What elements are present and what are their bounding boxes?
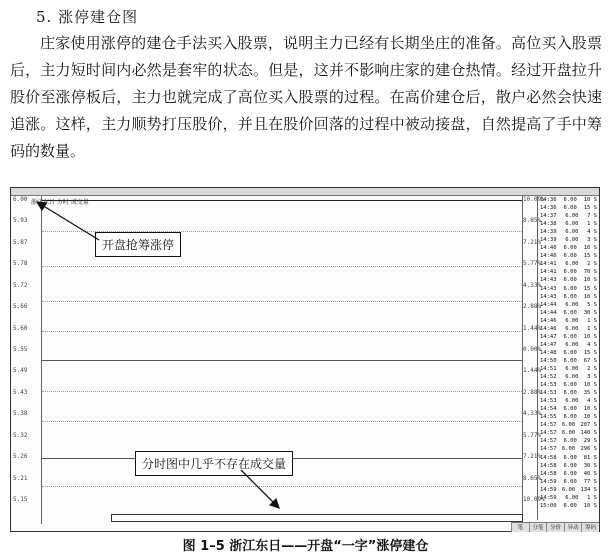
tick-time: 14:51 — [540, 365, 557, 372]
tick-row — [538, 260, 599, 268]
tick-volume: 2 S — [587, 365, 597, 372]
tick-time: 14:54 — [540, 406, 557, 413]
tick-time: 14:36 — [540, 205, 557, 212]
tick-price: 6.00 — [563, 382, 577, 389]
right-axis-tick: 8.85% — [523, 217, 542, 225]
tick-time: 14:59 — [540, 478, 557, 485]
tick-price: 6.00 — [565, 213, 579, 220]
right-axis-tick: 1.44% — [523, 324, 542, 332]
left-axis-tick: 5.87 — [13, 238, 28, 246]
tick-price: 6.00 — [565, 237, 579, 244]
tick-time: 14:57 — [540, 430, 557, 437]
tick-volume: 4 S — [587, 398, 597, 405]
tick-tabs — [511, 522, 599, 532]
left-axis-tick: 5.55 — [13, 346, 28, 353]
tick-volume: 1 S — [587, 221, 597, 228]
tick-price: 6.00 — [565, 325, 579, 332]
tick-volume: 2 S — [587, 261, 597, 268]
tick-row — [538, 502, 599, 510]
tick-row — [538, 228, 599, 236]
right-axis-tick: 1.44% — [523, 367, 542, 375]
tick-volume: 1 S — [587, 317, 597, 324]
tick-row — [538, 429, 599, 437]
tick-volume: 15 S — [583, 349, 597, 356]
tick-time: 14:59 — [540, 494, 557, 501]
tick-row — [538, 486, 599, 494]
tick-row — [538, 333, 599, 341]
right-axis-tick: 7.21% — [523, 453, 542, 461]
tick-price: 6.00 — [563, 285, 577, 292]
right-axis-tick: 10.09% — [523, 496, 545, 503]
tick-time: 14:41 — [540, 269, 557, 276]
tick-price: 6.00 — [563, 245, 577, 252]
tick-volume: 134 S — [580, 486, 597, 493]
tick-volume: 77 S — [583, 478, 597, 485]
figure-caption: 图 1–5 浙江东日——开盘“一字”涨停建仓 — [182, 539, 429, 554]
arrow-to-volume — [241, 470, 279, 508]
tick-volume: 10 S — [583, 333, 597, 340]
tick-price: 6.00 — [563, 406, 577, 413]
tick-volume: 207 S — [580, 422, 597, 429]
tick-volume: 30 S — [583, 309, 597, 316]
tick-time: 14:44 — [540, 301, 557, 308]
tick-row — [538, 462, 599, 470]
left-axis-tick: 5.49 — [13, 367, 28, 375]
tick-row — [538, 276, 599, 284]
tick-row — [538, 389, 599, 397]
tick-time: 14:50 — [540, 357, 557, 364]
tick-price: 6.00 — [565, 221, 579, 228]
tick-price: 6.00 — [563, 197, 577, 203]
tick-price: 6.00 — [565, 229, 579, 236]
tick-row — [538, 285, 599, 293]
tick-volume: 10 S — [583, 382, 597, 389]
right-axis-tick: 5.77% — [523, 431, 542, 439]
tick-price: 6.00 — [565, 365, 579, 372]
tick-time: 14:44 — [540, 309, 557, 316]
tick-time: 14:57 — [540, 422, 557, 429]
tick-price: 6.00 — [565, 261, 579, 268]
tick-time: 14:43 — [540, 277, 557, 284]
tick-price: 6.00 — [563, 309, 577, 316]
tick-time: 14:40 — [540, 245, 557, 252]
left-axis-tick: 5.32 — [13, 431, 28, 439]
tick-time: 14:58 — [540, 462, 557, 469]
right-axis-tick: 4.33% — [523, 281, 542, 289]
tick-row — [538, 341, 599, 349]
tick-row — [538, 413, 599, 421]
tick-volume: 70 S — [583, 269, 597, 276]
intraday-chart-figure — [10, 187, 600, 532]
tick-time: 14:57 — [540, 438, 557, 445]
tick-volume: 4 S — [587, 341, 597, 348]
tick-price: 6.00 — [563, 390, 577, 397]
right-axis-tick: 8.65% — [523, 474, 542, 482]
section-heading: 5. 涨停建仓图 — [36, 8, 139, 26]
tick-time: 14:36 — [540, 197, 557, 203]
tick-price: 6.00 — [561, 486, 576, 493]
tick-time: 14:39 — [540, 229, 557, 236]
right-axis-tick: 2.88% — [523, 388, 542, 396]
left-axis-tick: 5.60 — [13, 324, 28, 332]
tick-volume: 40 S — [583, 470, 597, 477]
tick-time: 14:52 — [540, 374, 557, 381]
tick-time: 14:55 — [540, 414, 557, 421]
tick-volume: 4 S — [587, 229, 597, 236]
left-axis-tick: 5.93 — [13, 217, 28, 225]
tick-price: 6.00 — [561, 430, 576, 437]
tick-tab[interactable]: 分笔 — [529, 523, 547, 532]
stock-tag: 浙江东日 分时 成交量 — [31, 199, 89, 206]
tick-price: 6.00 — [563, 478, 577, 485]
tick-time: 15:00 — [540, 502, 557, 509]
tick-volume: 5 S — [587, 301, 597, 308]
tick-row — [538, 494, 599, 502]
tick-time: 14:47 — [540, 341, 557, 348]
tick-row — [538, 365, 599, 373]
tick-time: 14:46 — [540, 325, 557, 332]
tick-price: 6.00 — [563, 349, 577, 356]
tick-price: 6.00 — [563, 277, 577, 284]
tick-row — [538, 244, 599, 252]
tick-row — [538, 397, 599, 405]
tick-price: 6.00 — [563, 205, 577, 212]
tick-price: 6.00 — [565, 317, 579, 324]
tick-volume: 1 S — [587, 494, 597, 501]
tick-row — [538, 317, 599, 325]
tick-volume: 67 S — [583, 357, 597, 364]
tick-time: 14:57 — [540, 446, 557, 453]
tick-price: 6.00 — [563, 454, 577, 461]
tick-row — [538, 325, 599, 333]
tick-row — [538, 357, 599, 365]
tick-volume: 15 S — [583, 285, 597, 292]
tick-row — [538, 309, 599, 317]
left-axis-tick: 5.72 — [13, 281, 28, 289]
tick-time: 14:41 — [540, 261, 557, 268]
tick-price: 6.00 — [563, 253, 577, 260]
tick-volume: 140 S — [580, 430, 597, 437]
tick-price: 6.00 — [563, 293, 577, 300]
left-axis-tick: 5.66 — [13, 303, 28, 311]
tick-row — [538, 437, 599, 445]
tick-volume: 10 S — [583, 293, 597, 300]
arrow-to-limit-up — [37, 202, 99, 240]
tick-row — [538, 252, 599, 260]
body-paragraph: 庄家使用涨停的建仓手法买入股票，说明主力已经有长期坐庄的准备。高位买入股票后，主力短时间内必然是套牢的状态。但是，这并不影响庄家的建仓热情。经过开盘拉升股价至涨停板后，主力也就完成了高位买入股票的过程。在高价建仓后，散户必然会快速追涨。这样，主力顺势打压股价，并且在股价回落的过程中被动接盘，自然提高了手中筹码的数量。 — [10, 34, 602, 160]
tick-price: 6.00 — [565, 494, 579, 501]
tick-tab[interactable]: 筹码 — [581, 523, 599, 532]
right-axis-tick: 4.33% — [523, 410, 542, 418]
callout-limit-up: 开盘抢筹涨停 — [95, 232, 181, 257]
tick-time: 14:48 — [540, 349, 557, 356]
tick-volume: 29 S — [583, 438, 597, 445]
tick-row — [538, 445, 599, 453]
tick-row — [538, 268, 599, 276]
left-axis-tick: 5.21 — [13, 474, 28, 482]
tick-row — [538, 196, 599, 204]
tick-list — [537, 196, 599, 520]
tick-tab[interactable]: 笔 — [511, 523, 529, 532]
tick-volume: 10 S — [583, 414, 597, 421]
tick-volume: 35 S — [583, 390, 597, 397]
tick-row — [538, 373, 599, 381]
tick-time: 14:43 — [540, 285, 557, 292]
tick-tab[interactable]: 异动 — [564, 523, 582, 532]
tick-time: 14:53 — [540, 382, 557, 389]
tick-price: 6.00 — [565, 301, 579, 308]
left-axis-tick: 5.26 — [13, 453, 28, 461]
tick-price: 6.00 — [563, 502, 577, 509]
left-axis-tick: 5.43 — [13, 388, 28, 396]
tick-volume: 10 S — [583, 406, 597, 413]
tick-time: 14:53 — [540, 390, 557, 397]
tick-row — [538, 405, 599, 413]
tick-price: 6.00 — [565, 398, 579, 405]
tick-volume: 3 S — [587, 237, 597, 244]
tick-time: 14:59 — [540, 486, 557, 493]
tick-volume: 81 S — [583, 454, 597, 461]
tick-time: 14:38 — [540, 221, 557, 228]
tick-row — [538, 293, 599, 301]
tick-time: 14:47 — [540, 333, 557, 340]
tick-price: 6.00 — [563, 462, 577, 469]
callout-arrows — [11, 188, 599, 531]
tick-time: 14:53 — [540, 398, 557, 405]
tick-price: 6.00 — [565, 374, 579, 381]
right-axis-tick: 2.88% — [523, 303, 542, 311]
tick-volume: 10 S — [583, 502, 597, 509]
tick-price: 6.00 — [563, 414, 577, 421]
tick-time: 14:58 — [540, 470, 557, 477]
tick-time: 14:58 — [540, 454, 557, 461]
tick-row — [538, 220, 599, 228]
tick-price: 6.00 — [563, 470, 577, 477]
tick-price: 6.00 — [563, 333, 577, 340]
tick-volume: 7 S — [587, 213, 597, 220]
tick-volume: 10 S — [583, 197, 597, 203]
tick-volume: 15 S — [583, 205, 597, 212]
left-axis-tick: 5.78 — [13, 260, 28, 268]
right-axis-tick: 7.21% — [523, 238, 542, 246]
right-axis-tick: 10.09% — [523, 196, 545, 203]
tick-price: 6.00 — [563, 269, 577, 276]
tick-price: 6.00 — [563, 357, 577, 364]
right-axis-tick: 0.00% — [523, 346, 542, 353]
left-axis-tick: 6.00 — [13, 196, 28, 203]
left-axis-tick: 5.38 — [13, 410, 28, 418]
tick-row — [538, 349, 599, 357]
tick-row — [538, 470, 599, 478]
tick-price: 6.00 — [563, 438, 577, 445]
tick-row — [538, 478, 599, 486]
tick-time: 14:43 — [540, 293, 557, 300]
tick-volume: 15 S — [583, 253, 597, 260]
tick-row — [538, 454, 599, 462]
callout-volume: 分时图中几乎不存在成交量 — [135, 451, 293, 476]
tick-row — [538, 421, 599, 429]
tick-volume: 1 S — [587, 325, 597, 332]
tick-row — [538, 204, 599, 212]
tick-volume: 296 S — [580, 446, 597, 453]
tick-row — [538, 301, 599, 309]
tick-volume: 3 S — [587, 374, 597, 381]
left-axis-tick: 5.15 — [13, 496, 28, 503]
tick-row — [538, 236, 599, 244]
right-axis-tick: 5.77% — [523, 260, 542, 268]
tick-price: 6.00 — [565, 341, 579, 348]
tick-volume: 10 S — [583, 277, 597, 284]
tick-time: 14:37 — [540, 213, 557, 220]
tick-row — [538, 212, 599, 220]
tick-row — [538, 381, 599, 389]
tick-price: 6.00 — [561, 446, 576, 453]
tick-tab[interactable]: 分价 — [546, 523, 564, 532]
tick-volume: 30 S — [583, 462, 597, 469]
tick-price: 6.00 — [561, 422, 576, 429]
tick-time: 14:40 — [540, 253, 557, 260]
tick-volume: 10 S — [583, 245, 597, 252]
tick-time: 14:46 — [540, 317, 557, 324]
tick-time: 14:39 — [540, 237, 557, 244]
